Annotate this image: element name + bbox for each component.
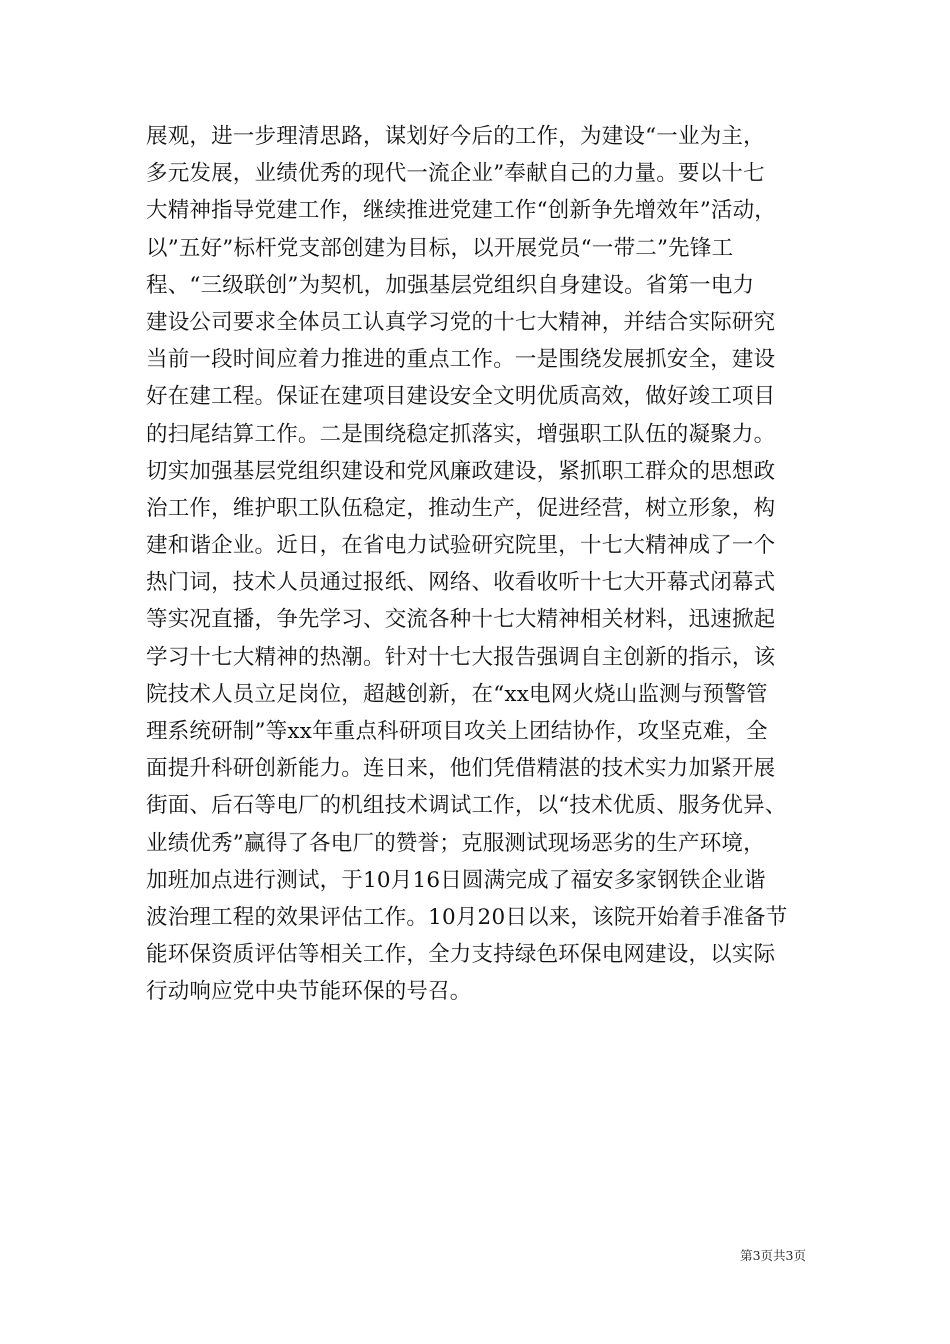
text-line: 加班加点进行测试，于10月16日圆满完成了福安多家钢铁企业谐 (146, 867, 766, 893)
text-line: 展观，进一步理清思路，谋划好今后的工作，为建设“一业为主， (146, 124, 765, 149)
text-line: 院技术人员立足岗位，超越创新，在“xx电网火烧山监测与预警管 (146, 681, 768, 707)
page-number: 第3页共3页 (740, 1248, 806, 1263)
text-line: 切实加强基层党组织建设和党风廉政建设，紧抓职工群众的思想政 (146, 458, 776, 484)
text-line: 波治理工程的效果评估工作。10月20日以来，该院开始着手准备节 (146, 904, 788, 930)
text-line: 多元发展，业绩优秀的现代一流企业”奉献自己的力量。要以十七 (146, 161, 765, 187)
text-line: 程、“三级联创”为契机，加强基层党组织自身建设。省第一电力 (146, 272, 755, 298)
text-line: 建和谐企业。近日，在省电力试验研究院里，十七大精神成了一个 (146, 533, 776, 559)
text-line: 行动响应党中央节能环保的号召。 (146, 979, 472, 1005)
text-line: 学习十七大精神的热潮。针对十七大报告强调自主创新的指示，该 (146, 644, 776, 670)
text-line: 街面、后石等电厂的机组技术调试工作，以“技术优质、服务优异、 (146, 793, 787, 819)
text-line: 理系统研制”等xx年重点科研项目攻关上团结协作，攻坚克难，全 (146, 719, 768, 744)
text-line: 以”五好”标杆党支部创建为目标，以开展党员“一带二”先锋工 (146, 235, 734, 261)
body-paragraph (146, 118, 826, 1011)
text-line: 的扫尾结算工作。二是围绕稳定抓落实，增强职工队伍的凝聚力。 (146, 421, 776, 447)
text-line: 好在建工程。保证在建项目建设安全文明优质高效，做好竣工项目 (146, 384, 776, 410)
text-line: 当前一段时间应着力推进的重点工作。一是围绕发展抓安全，建设 (146, 347, 776, 373)
text-line: 能环保资质评估等相关工作，全力支持绿色环保电网建设，以实际 (146, 942, 776, 968)
text-line: 业绩优秀”赢得了各电厂的赞誉；克服测试现场恶劣的生产环境， (146, 830, 765, 856)
text-line: 热门词，技术人员通过报纸、网络、收看收听十七大开幕式闭幕式 (146, 570, 776, 596)
text-line: 治工作，维护职工队伍稳定，推动生产，促进经营，树立形象，构 (146, 495, 776, 521)
text-line: 等实况直播，争先学习、交流各种十七大精神相关材料，迅速掀起 (146, 607, 776, 633)
text-line: 大精神指导党建工作，继续推进党建工作“创新争先增效年”活动， (146, 198, 776, 224)
text-line: 面提升科研创新能力。连日来，他们凭借精湛的技术实力加紧开展 (146, 756, 776, 782)
text-line: 建设公司要求全体员工认真学习党的十七大精神，并结合实际研究 (146, 309, 776, 335)
